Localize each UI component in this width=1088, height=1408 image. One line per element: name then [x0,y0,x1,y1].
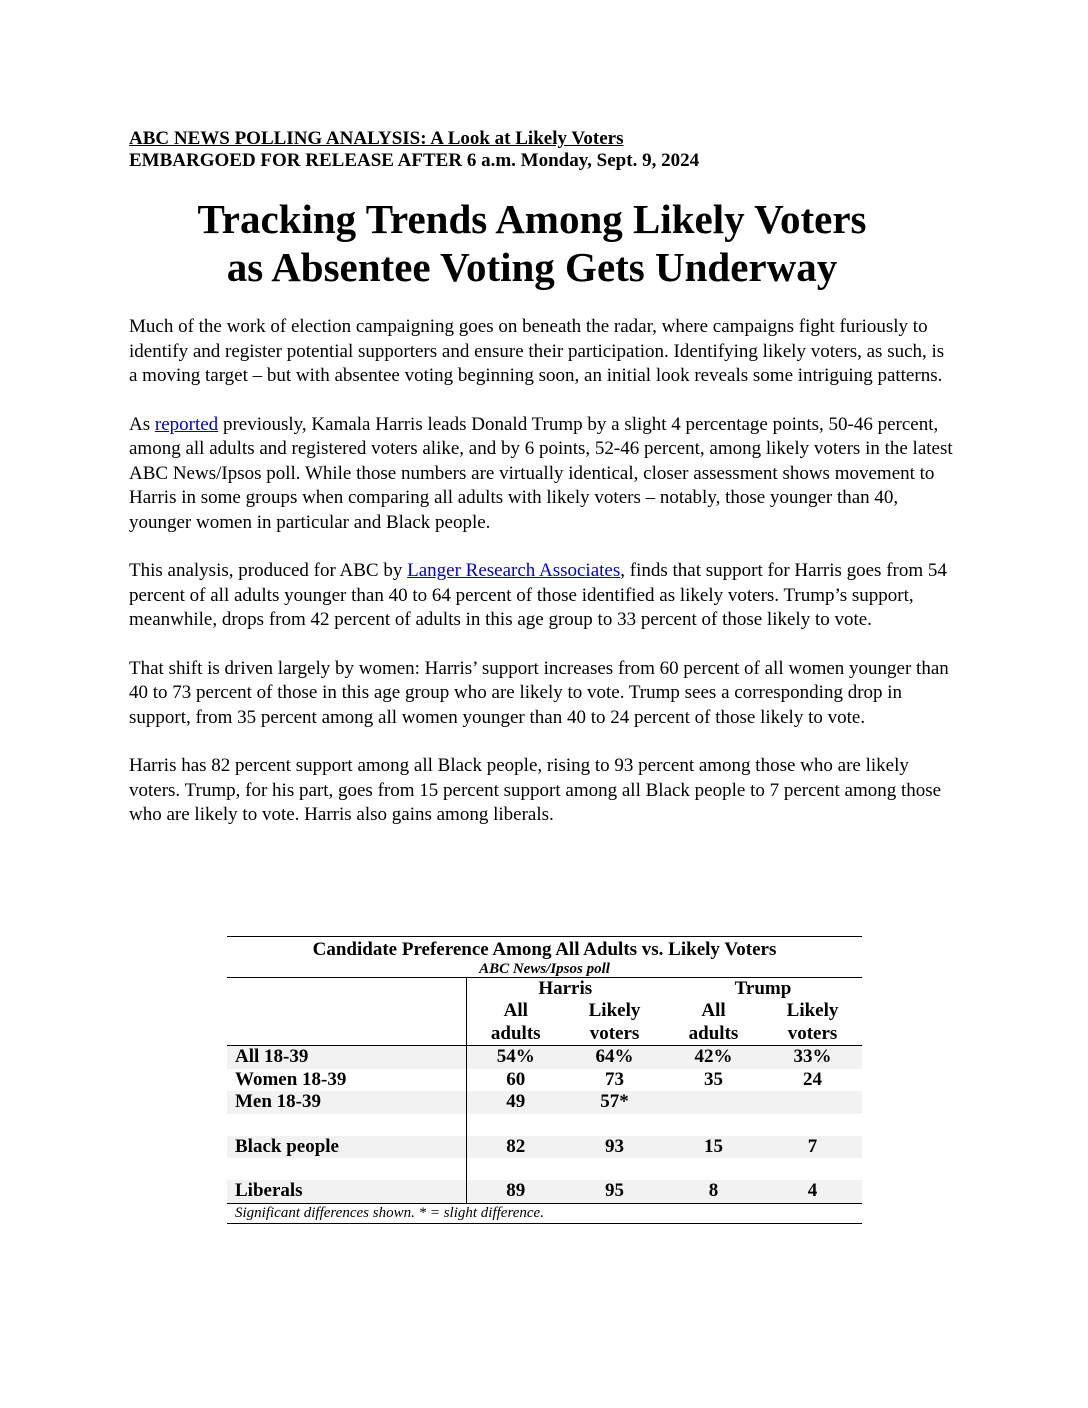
article-title-line-2: as Absentee Voting Gets Underway [226,244,838,290]
harris-all-adults-value: 49 [466,1091,565,1114]
trump-likely-header-2: voters [763,1023,862,1046]
trump-likely-voters-value: 4 [763,1180,862,1203]
harris-all-adults-value: 89 [466,1180,565,1203]
harris-likely-header-2: voters [565,1023,664,1046]
paragraph-1: Much of the work of election campaigning goes on beneath the radar, where campaigns fight furiously to identify and register potential supporters and ensure their participation. Identifying likely voters, as such, is a moving target – but with absentee voting beginning soon, an initial look reveals some intriguing patterns. [129,316,945,386]
trump-all-header-2: adults [664,1023,763,1046]
table-footnote: Significant differences shown. * = slight difference. [227,1203,862,1223]
row-label: Liberals [227,1180,466,1203]
trump-likely-voters-value [763,1091,862,1114]
report-header [129,128,955,172]
langer-research-link[interactable]: Langer Research Associates [407,560,621,581]
harris-likely-voters-value: 93 [565,1136,664,1159]
paragraph-3-lead: This analysis, produced for ABC by [129,560,408,581]
table-row [227,1069,862,1092]
paragraph-3-body: , finds that support for Harris goes from 54 percent of all adults younger than 40 to 64 percent of those identified as likely voters. Trump’s support, meanwhile, drops from 42 percent of adults in this age group to 33 percent of those likely to vote. [129,560,947,630]
row-label: Women 18-39 [235,1068,347,1090]
table-row [227,1091,862,1114]
paragraph-4: That shift is driven largely by women: Harris’ support increases from 60 percent of all women younger than 40 to 73 percent of those in this age group who are likely to vote. Trump sees a corresponding drop in support, from 35 percent among all women younger than 40 to 24 percent of those likely to vote. [129,657,949,728]
trump-likely-voters-value: 7 [763,1136,862,1159]
paragraph-2 [129,413,955,536]
trump-likely-voters-value: 24 [803,1068,822,1090]
table-title: Candidate Preference Among All Adults vs. Likely Voters [227,937,862,962]
paragraph-2-body: previously, Kamala Harris leads Donald Trump by a slight 4 percentage points, 50-46 percent, among all adults and registered voters alike, and by 6 points, 52-46 percent, among likely voters in the latest ABC News/Ipsos poll. While those numbers are virtually identical, closer assessment shows movement to Harris in some groups when comparing all adults with likely voters – notably, those younger than 40, younger women in particular and Black people. [129,413,953,533]
harris-likely-voters-value: 57* [565,1091,664,1114]
trump-likely-voters-value: 33% [763,1046,862,1069]
trump-likely-header-1: Likely [786,1000,839,1021]
preference-table [227,936,862,1224]
table-subtitle: ABC News/Ipsos poll [227,962,862,978]
trump-all-adults-value [664,1091,763,1114]
paragraph-5: Harris has 82 percent support among all Black people, rising to 93 percent among those who are likely voters. Trump, for his part, goes from 15 percent support among all Black people to 7 percent among those who are likely to vote. Harris also gains among liberals. [129,755,942,825]
row-label: Men 18-39 [227,1091,466,1114]
embargo-line: EMBARGOED FOR RELEASE AFTER 6 a.m. Monday, Sept. 9, 2024 [129,150,700,171]
row-label: All 18-39 [227,1046,466,1069]
header-series-title: ABC NEWS POLLING ANALYSIS: A Look at Likely Voters [129,128,624,149]
paragraph-3 [129,559,955,633]
article-title-line-1: Tracking Trends Among Likely Voters [197,196,867,242]
harris-likely-header-1: Likely [588,1000,641,1021]
harris-all-adults-value: 82 [466,1136,565,1159]
trump-all-adults-value: 35 [704,1068,723,1090]
document-page [129,128,955,828]
harris-likely-voters-value: 64% [565,1046,664,1069]
trump-all-adults-value: 42% [664,1046,763,1069]
harris-all-header-1: All [466,1000,565,1023]
harris-all-adults-value: 60 [466,1069,565,1092]
paragraph-2-lead: As [129,413,155,435]
table-row [227,1136,862,1159]
harris-likely-voters-value: 73 [605,1068,624,1090]
table-row [227,1180,862,1203]
table-row [227,1046,862,1069]
harris-all-header-2: adults [466,1023,565,1046]
trump-all-header-1: All [701,1000,726,1021]
row-label: Black people [227,1136,466,1159]
harris-column-group: Harris [466,977,664,1000]
trump-all-adults-value: 15 [664,1136,763,1159]
trump-column-group: Trump [734,977,792,999]
harris-all-adults-value: 54% [466,1046,565,1069]
reported-link[interactable]: reported [154,413,219,435]
trump-all-adults-value: 8 [664,1180,763,1203]
harris-likely-voters-value: 95 [565,1180,664,1203]
article-title [119,195,945,291]
